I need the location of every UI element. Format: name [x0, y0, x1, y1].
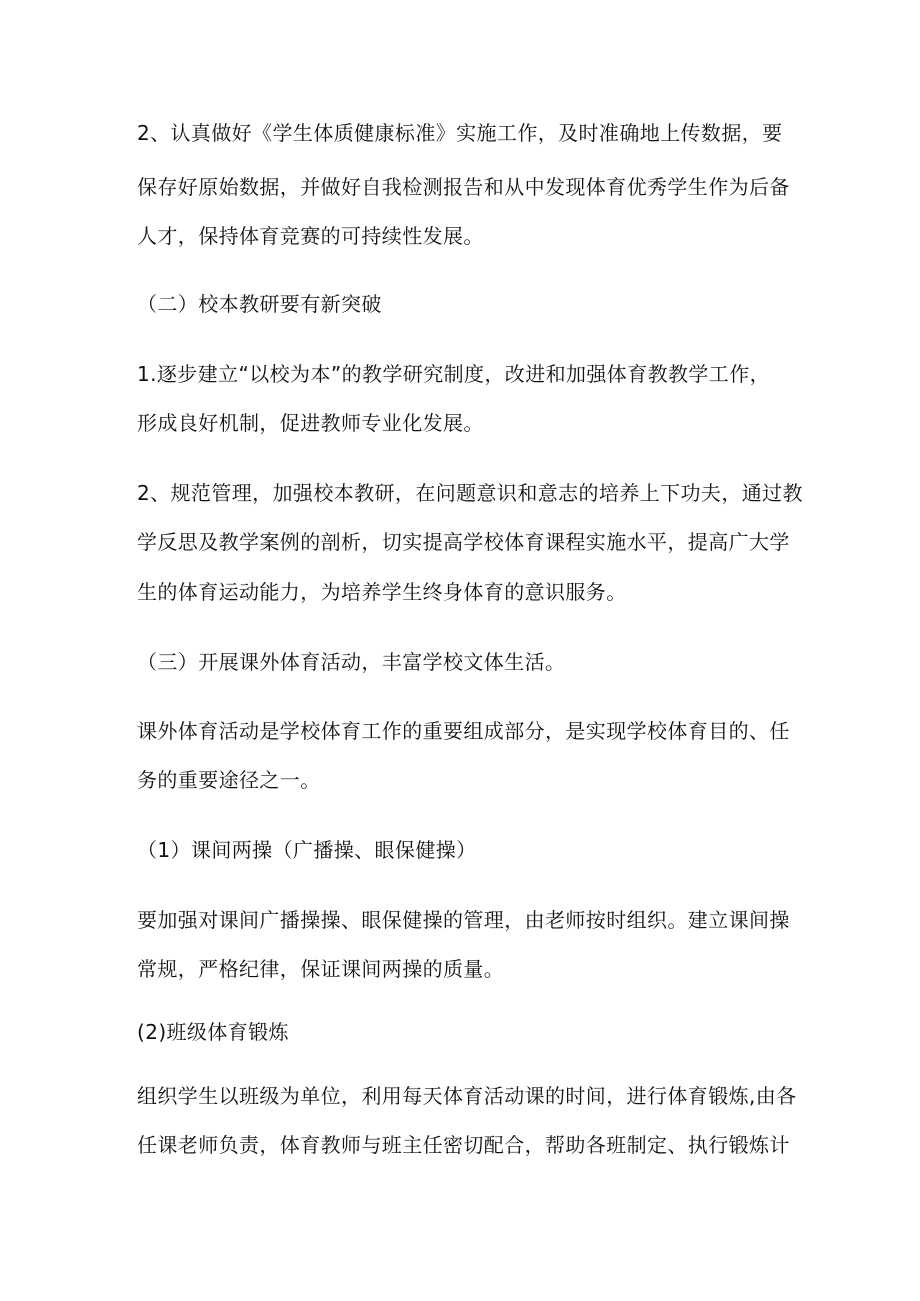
- paragraph-line: 课外体育活动是学校体育工作的重要组成部分，是实现学校体育目的、任: [137, 719, 790, 743]
- paragraph-line: 保存好原始数据，并做好自我检测报告和从中发现体育优秀学生作为后备: [137, 175, 790, 199]
- section-heading: （三）开展课外体育活动，丰富学校文体生活。: [137, 650, 566, 674]
- paragraph-line: 形成良好机制，促进教师专业化发展。: [137, 411, 484, 435]
- paragraph-line: 生的体育运动能力，为培养学生终身体育的意识服务。: [137, 580, 627, 604]
- paragraph-line: 人才，保持体育竞赛的可持续性发展。: [137, 224, 484, 248]
- paragraph-line: 1.逐步建立“以校为本”的教学研究制度，改进和加强体育教教学工作，: [137, 362, 771, 386]
- section-heading: （二）校本教研要有新突破: [137, 292, 382, 316]
- subsection-heading: (2)班级体育锻炼: [137, 1020, 289, 1044]
- paragraph-line: 学反思及教学案例的剖析，切实提高学校体育课程实施水平，提高广大学: [137, 530, 790, 554]
- paragraph-line: 任课老师负责，体育教师与班主任密切配合，帮助各班制定、执行锻炼计: [137, 1133, 790, 1157]
- paragraph-line: 2、规范管理，加强校本教研，在问题意识和意志的培养上下功夫，通过教: [137, 481, 803, 505]
- subsection-heading: （1）课间两操（广播操、眼保健操）: [137, 838, 477, 862]
- paragraph-line: 要加强对课间广播操操、眼保健操的管理，由老师按时组织。建立课间操: [137, 908, 790, 932]
- paragraph-line: 组织学生以班级为单位，利用每天体育活动课的时间，进行体育锻炼,由各: [137, 1084, 797, 1108]
- paragraph-line: 2、认真做好《学生体质健康标准》实施工作，及时准确地上传数据，要: [137, 121, 783, 145]
- paragraph-line: 常规，严格纪律，保证课间两操的质量。: [137, 957, 505, 981]
- paragraph-line: 务的重要途径之一。: [137, 768, 321, 792]
